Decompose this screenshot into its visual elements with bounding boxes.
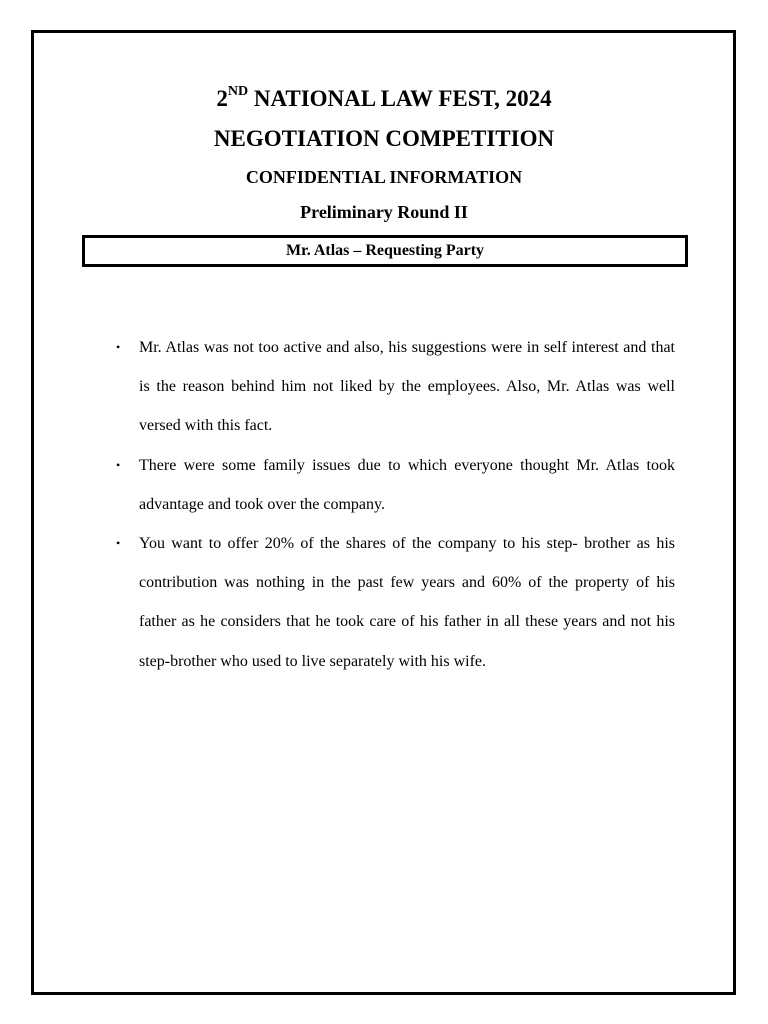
bullet-icon: • <box>116 457 121 472</box>
bullet-text: There were some family issues due to which everyone thought Mr. Atlas took advantage and took over the company. <box>139 456 675 513</box>
event-title-ordinal-suffix: ND <box>227 84 249 100</box>
list-item <box>107 524 675 681</box>
list-item <box>107 328 675 446</box>
list-item <box>107 446 675 524</box>
party-box <box>82 235 688 267</box>
confidential-heading: CONFIDENTIAL INFORMATION <box>245 167 523 187</box>
bullet-icon: • <box>116 340 121 354</box>
party-label: Mr. Atlas – Requesting Party <box>285 242 485 259</box>
competition-title: NEGOTIATION COMPETITION <box>213 126 555 151</box>
bullet-text: Mr. Atlas was not too active and also, his suggestions were in self interest and that is the reason behind him not liked by the employees. Also, Mr. Atlas was well versed with this fact. <box>139 339 675 435</box>
bullet-list <box>107 328 675 681</box>
round-heading: Preliminary Round II <box>300 202 468 222</box>
bullet-text: You want to offer 20% of the shares of the company to his step- brother as his contribution was nothing in the past few years and 60% of the property of his father as he considers that he took care of his father in all these years and not his step-brother who used to live separately with his wife. <box>139 535 675 670</box>
event-title <box>0 86 768 112</box>
bullet-icon: • <box>116 536 121 551</box>
event-title-ordinal: 2 <box>216 86 228 111</box>
event-title-rest: NATIONAL LAW FEST, 2024 <box>248 86 552 111</box>
